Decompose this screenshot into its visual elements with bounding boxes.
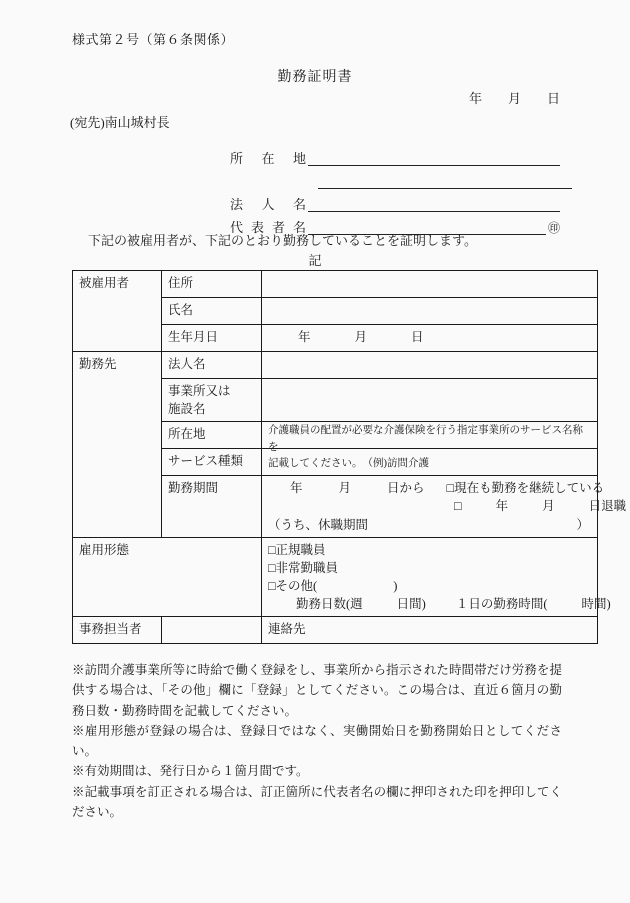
table-row bbox=[73, 537, 598, 617]
issue-date-day: 日 bbox=[546, 91, 560, 106]
workplace-office-label bbox=[162, 379, 262, 422]
addressee: (宛先)南山城村長 bbox=[70, 115, 170, 130]
staff-in-charge-value[interactable] bbox=[162, 617, 262, 644]
employee-name-value[interactable] bbox=[262, 298, 598, 325]
period-start-month: 月 bbox=[338, 481, 352, 496]
employment-option-parttime[interactable]: □非常勤職員 bbox=[268, 560, 339, 575]
workplace-corporation-value[interactable] bbox=[262, 352, 598, 379]
org-corporation-rule[interactable] bbox=[308, 194, 560, 212]
service-type-note-line2: 記載してください。 （例)訪問介護 bbox=[268, 457, 429, 469]
period-start-day: 日から bbox=[387, 481, 425, 496]
period-retire-month: 月 bbox=[542, 499, 555, 514]
workplace-location-label: 所在地 bbox=[162, 422, 262, 449]
employment-hours-prefix: １日の勤務時間( bbox=[455, 597, 548, 611]
work-period-value[interactable] bbox=[262, 476, 627, 537]
footnote-item: ※有効期間は、発行日から１箇月間です。 bbox=[72, 764, 309, 779]
work-period-start-line bbox=[268, 479, 605, 497]
birthdate-month: 月 bbox=[354, 330, 368, 344]
contact-label: 連絡先 bbox=[262, 617, 598, 644]
organization-block bbox=[230, 143, 560, 235]
footnotes bbox=[72, 660, 562, 822]
service-type-note bbox=[268, 423, 591, 472]
footnote-item: ※雇用形態が登録の場合は、登録日ではなく、実働開始日を勤務開始日としてください。 bbox=[72, 723, 562, 758]
employment-days-mid: 日間) bbox=[396, 597, 426, 611]
employment-type-value[interactable] bbox=[262, 537, 611, 617]
employee-birthdate-label: 生年月日 bbox=[162, 325, 262, 352]
birthdate-day: 日 bbox=[411, 330, 424, 344]
employee-name-label: 氏名 bbox=[162, 298, 262, 325]
workplace-office-label-line1: 事業所又は bbox=[168, 384, 231, 398]
employment-type-label: 雇用形態 bbox=[73, 537, 262, 617]
workplace-corporation-label: 法人名 bbox=[162, 352, 262, 379]
org-representative-label: 代表者名 bbox=[230, 219, 306, 235]
table-row bbox=[73, 352, 598, 379]
issue-date-year: 年 bbox=[468, 91, 482, 106]
period-leave-prefix: （うち、休職期間 bbox=[268, 517, 369, 532]
employee-birthdate-value[interactable] bbox=[262, 325, 598, 352]
period-retire-day: 日退職 bbox=[588, 499, 627, 514]
org-address-row bbox=[230, 143, 560, 166]
org-address-rule[interactable] bbox=[308, 148, 560, 166]
org-corporation-label: 法人名 bbox=[230, 196, 306, 212]
issue-date-line bbox=[469, 88, 560, 107]
workplace-group-label: 勤務先 bbox=[73, 352, 162, 538]
work-period-label: 勤務期間 bbox=[162, 476, 262, 537]
birthdate-year: 年 bbox=[298, 330, 311, 344]
service-type-label: サービス種類 bbox=[162, 449, 262, 476]
employee-address-label: 住所 bbox=[162, 271, 262, 298]
employment-days-prefix: 勤務日数(週 bbox=[296, 597, 363, 611]
org-corporation-row bbox=[230, 189, 560, 212]
employment-option-other-prefix: □その他( bbox=[268, 578, 318, 593]
org-address-continuation-row bbox=[230, 166, 560, 189]
footnote-item: ※訪問介護事業所等に時給で働く登録をし、事業所から指示された時間帯だけ労務を提供する場合は、「その他」欄に「登録」としてください。この場合は、直近６箇月の勤務日数・勤務時間を記載してください。 bbox=[72, 663, 562, 718]
document-title: 勤務証明書 bbox=[277, 70, 353, 85]
form-number: 様式第２号（第６条関係） bbox=[72, 32, 235, 47]
employment-days-hours-line[interactable] bbox=[268, 595, 611, 613]
table-row bbox=[73, 271, 598, 298]
staff-in-charge-label: 事務担当者 bbox=[73, 617, 162, 644]
issue-date-month: 月 bbox=[507, 91, 521, 106]
employee-group-label: 被雇用者 bbox=[73, 271, 162, 352]
workplace-office-label-line2: 施設名 bbox=[168, 402, 206, 417]
org-address-continuation-rule[interactable] bbox=[318, 171, 572, 189]
employment-details-table bbox=[72, 270, 627, 644]
table-row bbox=[73, 617, 598, 644]
work-period-retire-line bbox=[268, 497, 627, 515]
employment-option-regular[interactable]: □正規職員 bbox=[268, 542, 326, 557]
period-retire-checkbox[interactable]: □ bbox=[454, 499, 462, 514]
period-retire-year: 年 bbox=[495, 499, 509, 514]
employee-address-value[interactable] bbox=[262, 271, 598, 298]
footnote-item: ※記載事項を訂正される場合は、訂正箇所に代表者名の欄に押印された印を押印してください。 bbox=[72, 784, 562, 819]
ki-marker: 記 bbox=[308, 253, 322, 268]
period-leave-suffix: ） bbox=[576, 517, 589, 532]
service-type-value[interactable] bbox=[262, 425, 598, 476]
seal-icon: ㊞ bbox=[547, 221, 560, 235]
org-address-label: 所在地 bbox=[230, 150, 306, 166]
workplace-office-value[interactable] bbox=[262, 379, 598, 422]
service-type-note-line1: 介護職員の配置が必要な介護保険を行う指定事業所のサービス名称を bbox=[268, 425, 583, 453]
work-period-leave-line bbox=[268, 516, 591, 534]
period-start-year: 年 bbox=[290, 481, 303, 496]
certification-statement: 下記の被雇用者が、下記のとおり勤務していることを証明します。 bbox=[88, 233, 477, 248]
employment-hours-suffix: 時間) bbox=[581, 597, 611, 611]
employment-option-other-suffix: ) bbox=[393, 578, 398, 593]
period-continue-checkbox[interactable]: □現在も勤務を継続している bbox=[446, 481, 605, 496]
employment-option-other[interactable] bbox=[268, 577, 591, 595]
